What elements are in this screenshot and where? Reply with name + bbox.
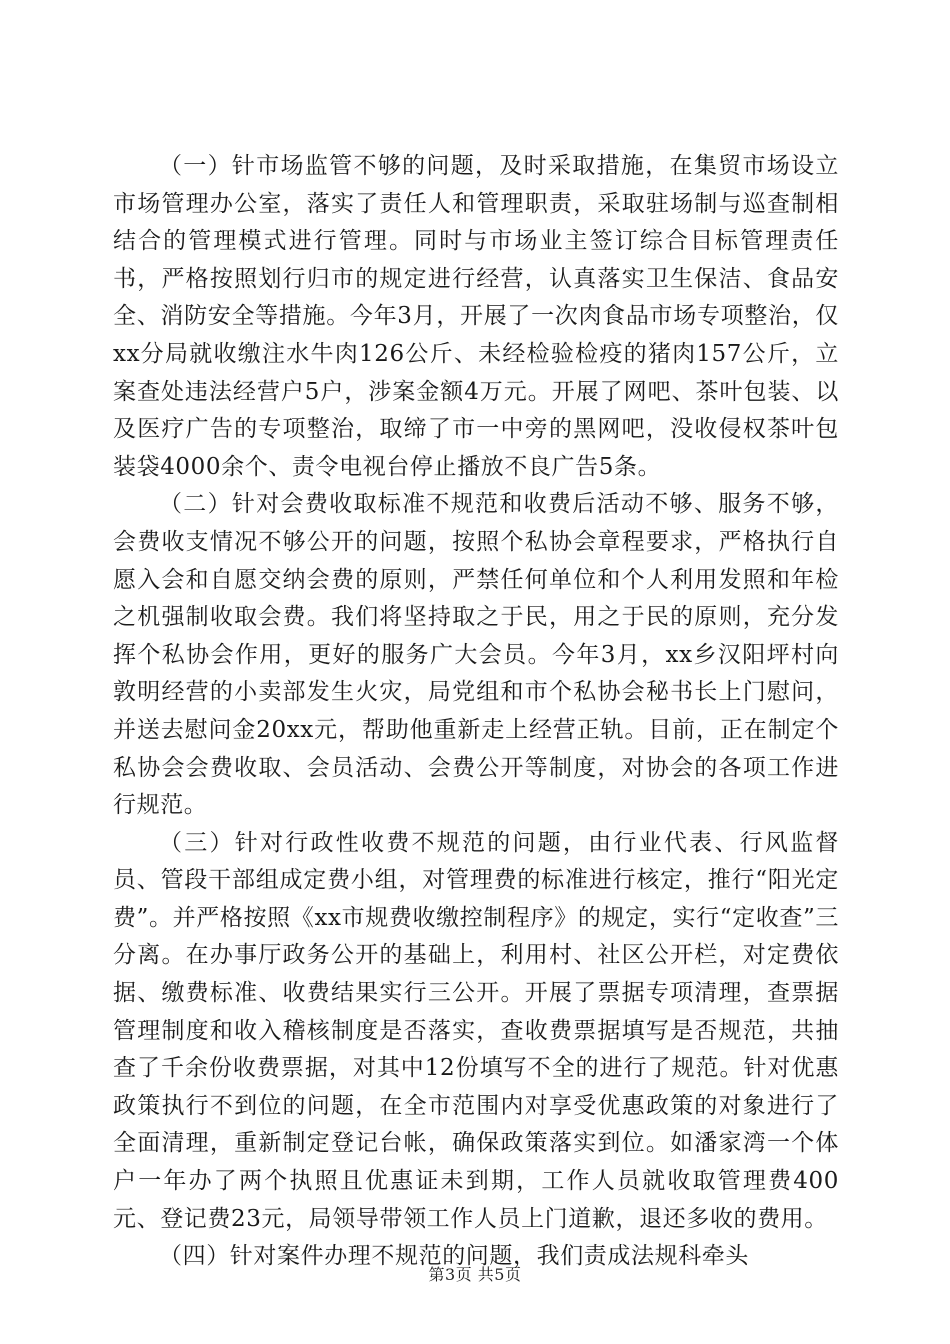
page-footer: 第3页 共5页 — [428, 1265, 522, 1284]
paragraph-1: （一）针市场监管不够的问题，及时采取措施，在集贸市场设立市场管理办公室，落实了责任人和管理职责，采取驻场制与巡查制相结合的管理模式进行管理。同时与市场业主签订综合目标管理责任书，严格按照划行归市的规定进行经营，认真落实卫生保洁、食品安全、消防安全等措施。今年3月，开展了一次肉食品市场专项整治，仅xx分局就收缴注水牛肉126公斤、未经检验检疫的猪肉157公斤，立案查处违法经营户5户，涉案金额4万元。开展了网吧、茶叶包装、以及医疗广告的专项整治，取缔了市一中旁的黑网吧，没收侵权茶叶包装袋4000余个、责令电视台停止播放不良广告5条。 — [113, 153, 839, 480]
paragraph-4: （四）针对案件办理不规范的问题，我们责成法规科牵头 — [159, 1243, 749, 1270]
paragraph-2: （二）针对会费收取标准不规范和收费后活动不够、服务不够，会费收支情况不够公开的问题，按照个私协会章程要求，严格执行自愿入会和自愿交纳会费的原则，严禁任何单位和个人利用发照和年检之机强制收取会费。我们将坚持取之于民，用之于民的原则，充分发挥个私协会作用，更好的服务广大会员。今年3月，xx乡汉阳坪村向敦明经营的小卖部发生火灾，局党组和市个私协会秘书长上门慰问，并送去慰问金20xx元，帮助他重新走上经营正轨。目前，正在制定个私协会会费收取、会员活动、会费公开等制度，对协会的各项工作进行规范。 — [113, 491, 839, 819]
paragraph-3: （三）针对行政性收费不规范的问题，由行业代表、行风监督员、管段干部组成定费小组，对管理费的标准进行核定，推行“阳光定费”。并严格按照《xx市规费收缴控制程序》的规定，实行“定收查”三分离。在办事厅政务公开的基础上，利用村、社区公开栏，对定费依据、缴费标准、收费结果实行三公开。开展了票据专项清理，查票据管理制度和收入稽核制度是否落实，查收费票据填写是否规范，共抽查了千余份收费票据，对其中12份填写不全的进行了规范。针对优惠政策执行不到位的问题，在全市范围内对享受优惠政策的对象进行了全面清理，重新制定登记台帐，确保政策落实到位。如潘家湾一个体户一年办了两个执照且优惠证未到期，工作人员就收取管理费400元、登记费23元，局领导带领工作人员上门道歉，退还多收的费用。 — [113, 829, 839, 1232]
document-body — [113, 148, 839, 1276]
